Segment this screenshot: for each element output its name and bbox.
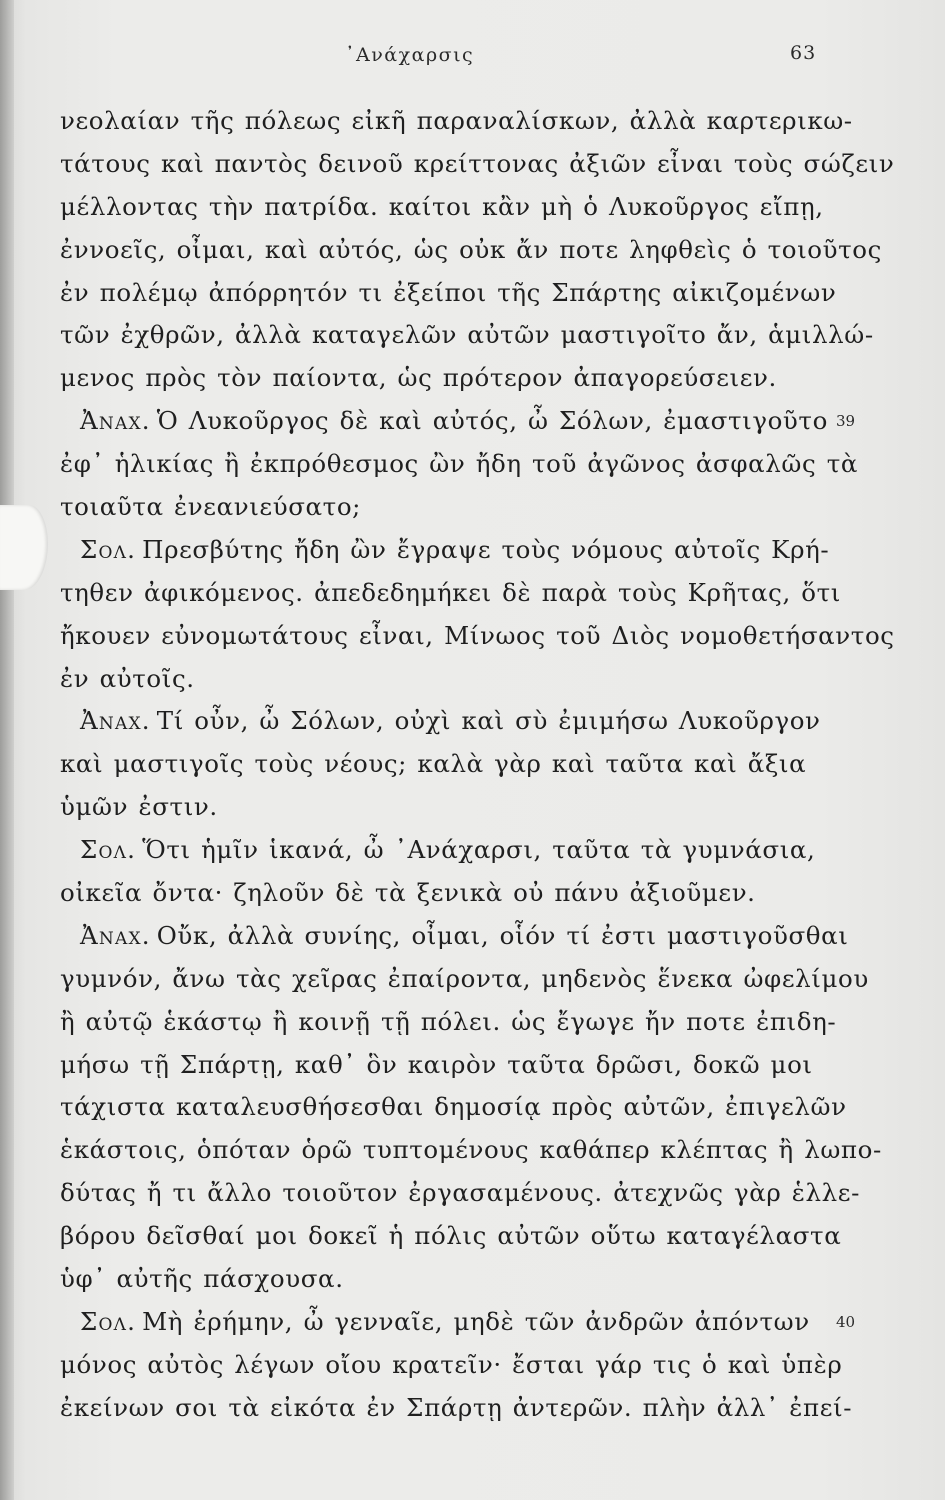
line-text: δύτας ἤ τι ἄλλο τοιοῦτον ἐργασαμένους. ἀτεχνῶς γὰρ ἑλλε- bbox=[60, 1178, 860, 1208]
line-text: ἢ αὐτῷ ἑκάστῳ ἢ κοινῇ τῇ πόλει. ὡς ἔγωγε ἤν ποτε ἐπιδη- bbox=[60, 1006, 837, 1036]
text-line bbox=[60, 1172, 860, 1215]
text-line bbox=[60, 829, 830, 872]
line-text: Τί οὖν, ὦ Σόλων, οὐχὶ καὶ σὺ ἐμιμήσω Λυκοῦργον bbox=[156, 706, 821, 736]
line-text: ἤκουεν εὐνομωτάτους εἶναι, Μίνωος τοῦ Διὸς νομοθετήσαντος bbox=[60, 620, 895, 650]
text-line bbox=[60, 443, 858, 486]
line-text: μόνος αὐτὸς λέγων οἴου κρατεῖν· ἔσται γάρ τις ὁ καὶ ὑπὲρ bbox=[60, 1349, 843, 1379]
text-line bbox=[60, 700, 830, 743]
line-text: ἐκείνων σοι τὰ εἰκότα ἐν Σπάρτῃ ἀντερῶν. πλὴν ἀλλ᾿ ἐπεί- bbox=[60, 1392, 853, 1422]
text-line bbox=[60, 1001, 837, 1044]
text-line bbox=[60, 872, 830, 915]
text-line bbox=[60, 400, 830, 443]
line-text: Πρεσβύτης ἤδη ὢν ἔγραψε τοὺς νόμους αὐτοῖς Κρή- bbox=[142, 534, 830, 564]
line-text: ἐννοεῖς, οἶμαι, καὶ αὐτός, ὡς οὐκ ἄν ποτε ληφθεὶς ὁ τοιοῦτος bbox=[60, 234, 882, 264]
speaker-label: Σολ. bbox=[80, 835, 137, 865]
margin-section-number: 39 bbox=[836, 412, 856, 431]
text-line bbox=[60, 958, 869, 1001]
text-line bbox=[60, 529, 830, 572]
torn-margin bbox=[0, 505, 48, 590]
line-text: γυμνόν, ἄνω τὰς χεῖρας ἐπαίροντα, μηδενὸς ἕνεκα ὠφελίμου bbox=[60, 963, 869, 993]
line-text: μέλλοντας τὴν πατρίδα. καίτοι κἂν μὴ ὁ Λυκοῦργος εἴπῃ, bbox=[60, 191, 824, 221]
line-text: οἰκεῖα ὄντα· ζηλοῦν δὲ τὰ ξενικὰ οὐ πάνυ ἀξιοῦμεν. bbox=[60, 878, 756, 908]
text-line bbox=[60, 1215, 842, 1258]
line-text: μήσω τῇ Σπάρτῃ, καθ᾿ ὃν καιρὸν ταῦτα δρῶσι, δοκῶ μοι bbox=[60, 1049, 813, 1079]
line-text: ὑμῶν ἐστιν. bbox=[60, 792, 218, 822]
line-text: καὶ μαστιγοῖς τοὺς νέους; καλὰ γὰρ καὶ ταῦτα καὶ ἄξια bbox=[60, 749, 807, 779]
speaker-label: Σολ. bbox=[80, 1306, 137, 1336]
line-text: ἐφ᾿ ἡλικίας ἢ ἐκπρόθεσμος ὢν ἤδη τοῦ ἀγῶνος ἀσφαλῶς τὰ bbox=[60, 449, 858, 479]
text-line bbox=[60, 272, 837, 315]
text-line bbox=[60, 743, 830, 786]
text-line bbox=[60, 915, 849, 958]
text-line bbox=[60, 786, 830, 829]
line-text: ἑκάστοις, ὁπόταν ὁρῶ τυπτομένους καθάπερ κλέπτας ἢ λωπο- bbox=[60, 1135, 882, 1165]
speaker-label: Ἀναχ. bbox=[80, 920, 151, 950]
text-line bbox=[60, 357, 830, 400]
line-text: ἐν αὐτοῖς. bbox=[60, 663, 195, 693]
line-text: Ὅτι ἡμῖν ἱκανά, ὦ ᾿Ανάχαρσι, ταῦτα τὰ γυμνάσια, bbox=[142, 835, 816, 865]
line-text: τῶν ἐχθρῶν, ἀλλὰ καταγελῶν αὐτῶν μαστιγοῖτο ἄν, ἁμιλλώ- bbox=[60, 320, 874, 350]
line-text: ἐν πολέμῳ ἀπόρρητόν τι ἐξείποι τῆς Σπάρτης αἰκιζομένων bbox=[60, 277, 837, 307]
line-text: ὑφ᾿ αὐτῆς πάσχουσα. bbox=[60, 1264, 344, 1294]
speaker-label: Ἀναχ. bbox=[80, 706, 151, 736]
line-text: Μὴ ἐρήμην, ὦ γενναῖε, μηδὲ τῶν ἀνδρῶν ἀπόντων bbox=[142, 1306, 810, 1336]
text-line bbox=[60, 486, 830, 529]
text-line bbox=[60, 100, 853, 143]
line-text: τοιαῦτα ἐνεανιεύσατο; bbox=[60, 492, 362, 522]
text-line bbox=[60, 1344, 843, 1387]
line-text: τηθεν ἀφικόμενος. ἀπεδεδημήκει δὲ παρὰ τοὺς Κρῆτας, ὅτι bbox=[60, 577, 841, 607]
margin-section-number: 40 bbox=[836, 1313, 856, 1332]
line-text: τάχιστα καταλευσθήσεσθαι δημοσίᾳ πρὸς αὐτῶν, ἐπιγελῶν bbox=[60, 1092, 847, 1122]
line-text: βόρου δεῖσθαί μοι δοκεῖ ἡ πόλις αὐτῶν οὕτω καταγέλαστα bbox=[60, 1221, 842, 1251]
line-text: Οὔκ, ἀλλὰ συνίης, οἶμαι, οἷόν τί ἐστι μαστιγοῦσθαι bbox=[156, 920, 849, 950]
text-line bbox=[60, 615, 895, 658]
page-header bbox=[0, 44, 945, 74]
line-text: Ὁ Λυκοῦργος δὲ καὶ αὐτός, ὦ Σόλων, ἐμαστιγοῦτο bbox=[156, 406, 828, 436]
page-number: 63 bbox=[790, 42, 817, 64]
text-line bbox=[60, 658, 830, 701]
text-line bbox=[60, 143, 895, 186]
running-title: ᾿Ανάχαρσις bbox=[345, 44, 475, 66]
text-line bbox=[60, 572, 841, 615]
binding-gutter bbox=[0, 0, 14, 1500]
line-text: νεολαίαν τῆς πόλεως εἰκῆ παραναλίσκων, ἀλλὰ καρτερικω- bbox=[60, 106, 853, 135]
text-line bbox=[60, 1129, 882, 1172]
line-text: τάτους καὶ παντὸς δεινοῦ κρείττονας ἀξιῶν εἶναι τοὺς σώζειν bbox=[60, 148, 895, 178]
speaker-label: Σολ. bbox=[80, 534, 137, 564]
text-line bbox=[60, 1044, 830, 1087]
text-line bbox=[60, 1258, 830, 1301]
text-line bbox=[60, 1086, 847, 1129]
text-line bbox=[60, 186, 830, 229]
text-line bbox=[60, 1301, 830, 1344]
text-line bbox=[60, 1387, 853, 1430]
speaker-label: Ἀναχ. bbox=[80, 406, 151, 436]
text-line bbox=[60, 314, 874, 357]
text-line bbox=[60, 229, 882, 272]
line-text: μενος πρὸς τὸν παίοντα, ὡς πρότερον ἀπαγορεύσειεν. bbox=[60, 363, 777, 393]
